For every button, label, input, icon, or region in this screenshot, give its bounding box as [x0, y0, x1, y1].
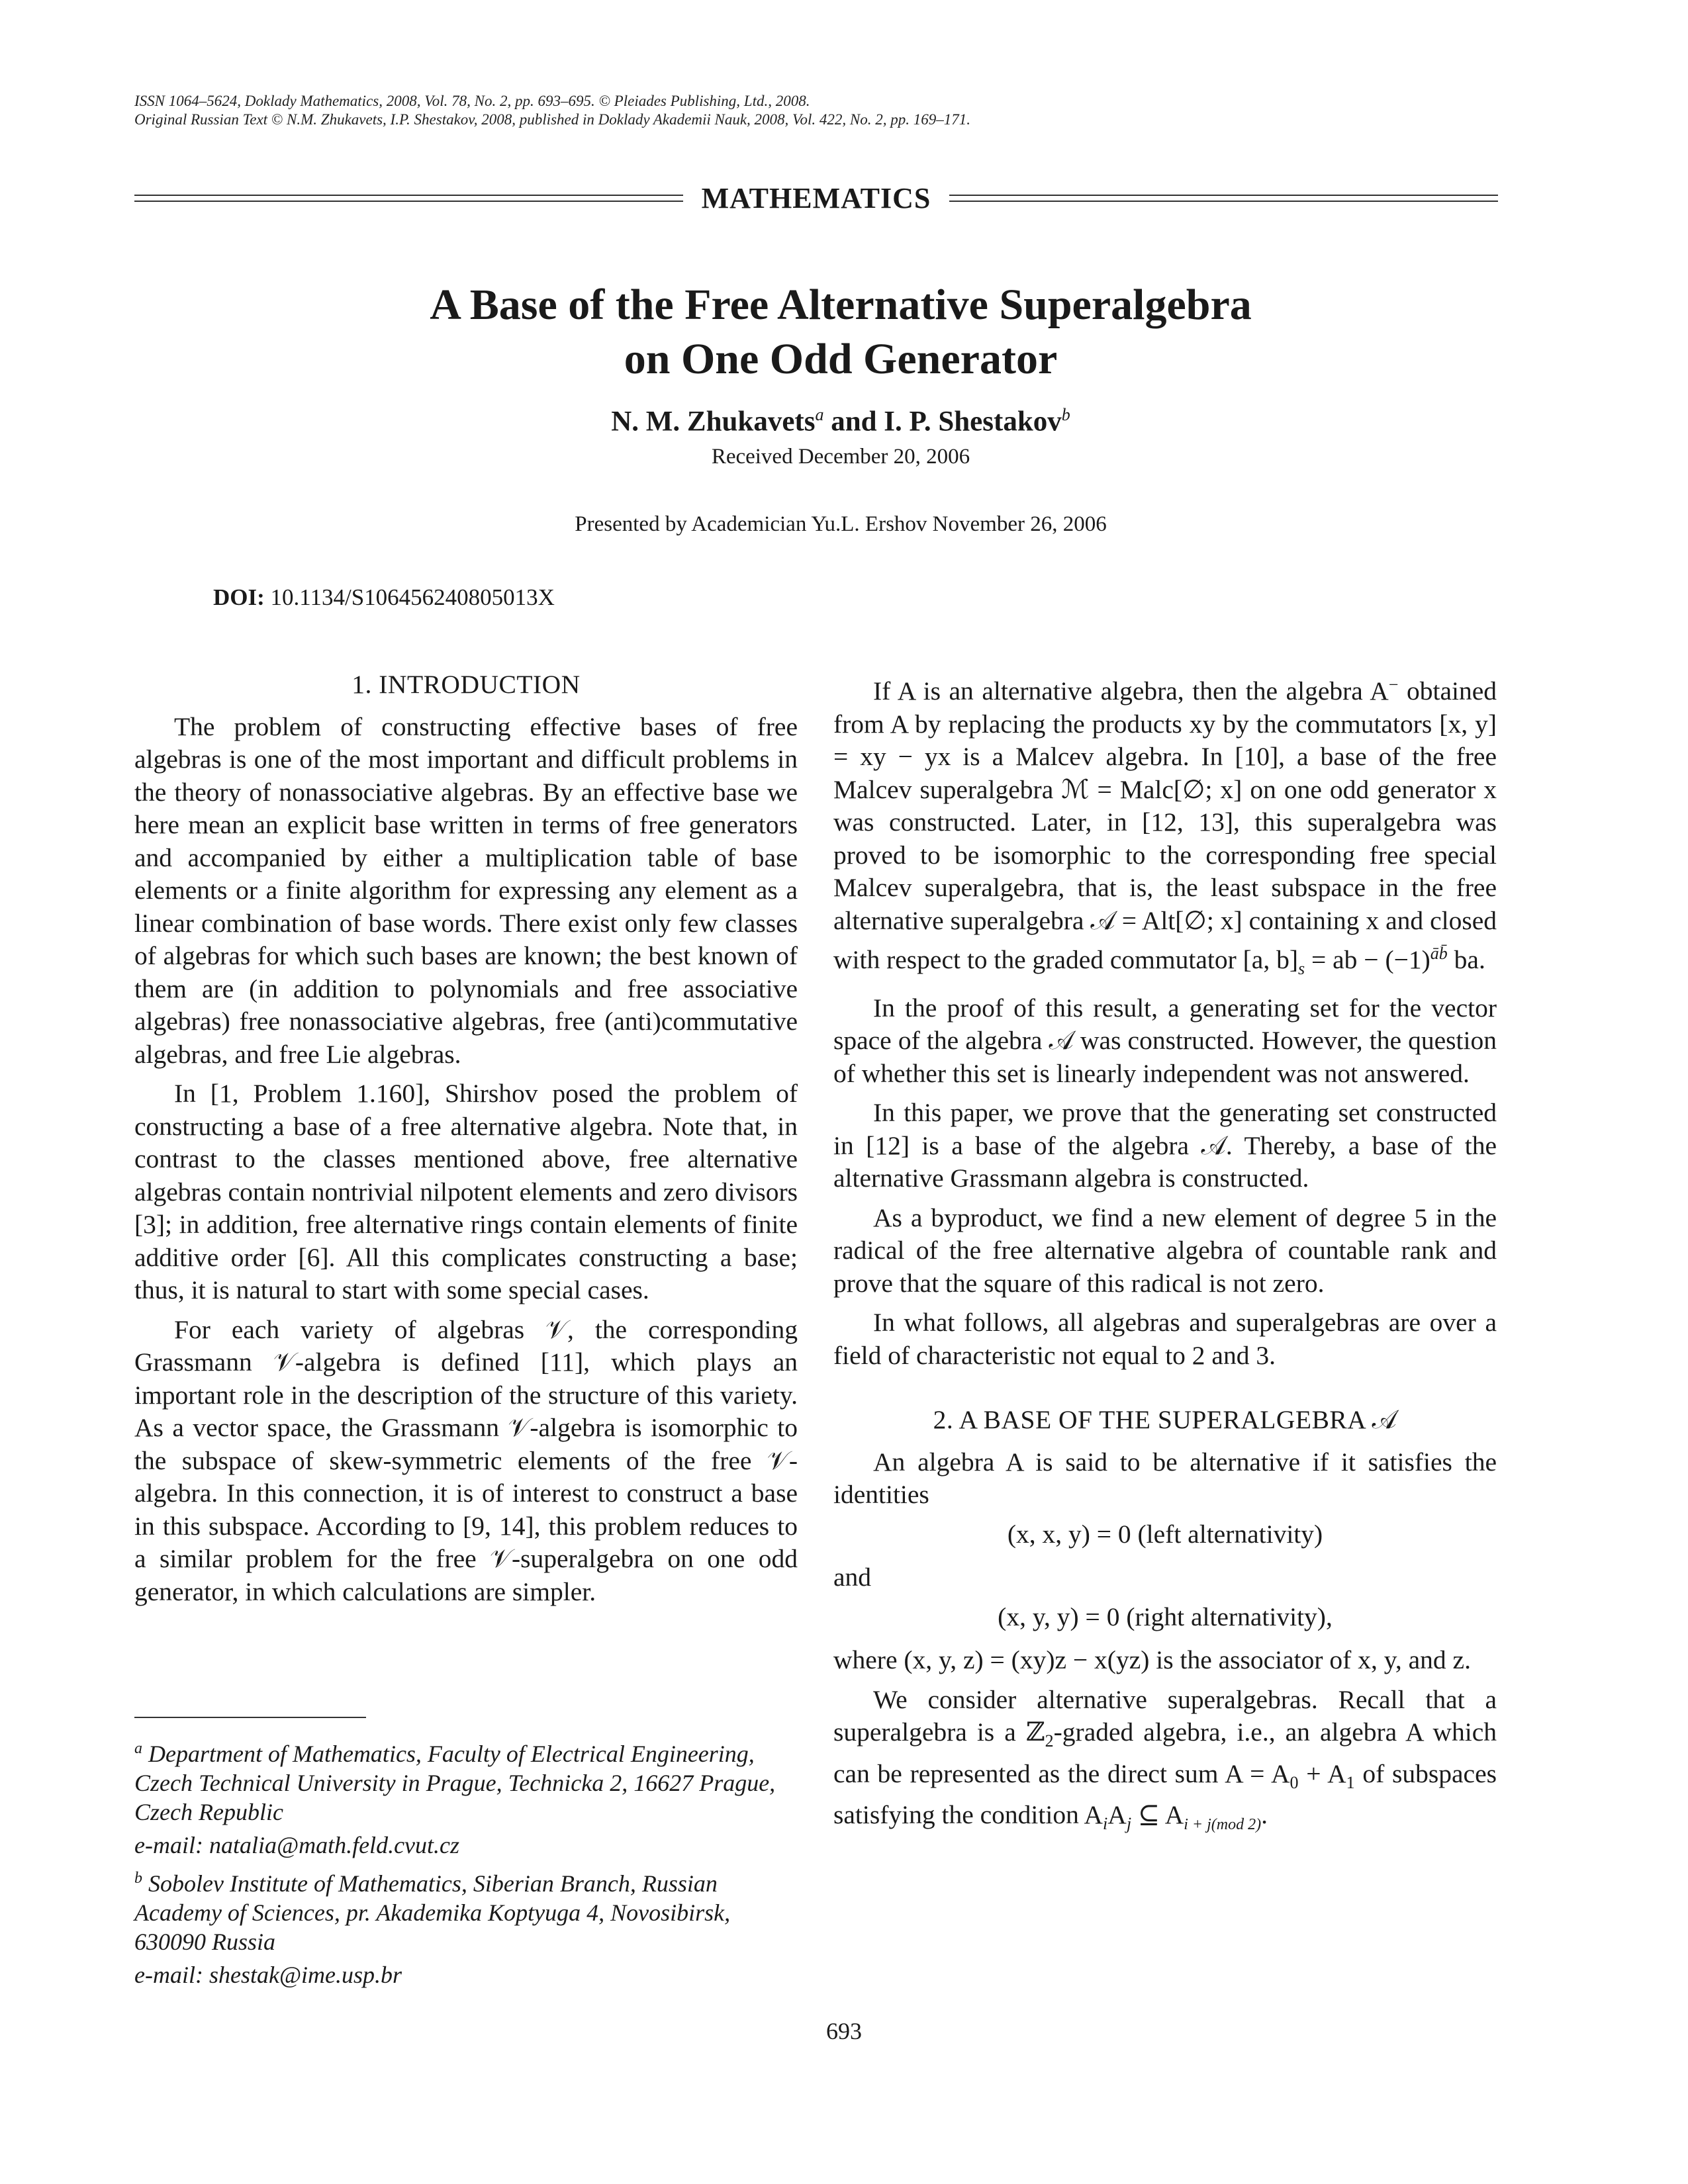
and-connector: and: [833, 1563, 872, 1592]
double-rule-left: [134, 195, 683, 202]
author-2-affiliation-mark: b: [1061, 405, 1070, 424]
intro-paragraph-2: In [1, Problem 1.160], Shirshov posed the problem of constructing a base of a free alternative algebra. Note that, in contrast to the classes mentioned above, free alternative algebras contain nontrivial nilpotent elements and zero divisors [3]; in addition, free alternative rings contain elements of finite additive order [6]. All this complicates constructing a base; thus, it is natural to start with some special cases.: [134, 1079, 798, 1304]
subscript: 2: [1045, 1731, 1054, 1751]
malcev-paragraph: [833, 668, 1497, 985]
authors-line: [199, 405, 1483, 437]
page-number: 693: [826, 2018, 862, 2044]
superalgebra-paragraph: [833, 1684, 1497, 1842]
section-2-heading: 2. A BASE OF THE SUPERALGEBRA 𝒜: [933, 1405, 1397, 1435]
received-date: Received December 20, 2006: [711, 445, 970, 469]
subscript: 1: [1346, 1772, 1355, 1792]
double-rule-right: [949, 195, 1498, 202]
subscript: s: [1297, 959, 1305, 979]
author-1: N. M. Zhukavets: [611, 406, 816, 437]
footnotes: [134, 1734, 798, 1993]
subscript: i: [1103, 1813, 1108, 1833]
text-run: A: [1107, 1799, 1127, 1829]
footnote-b-mark: b: [134, 1870, 142, 1887]
doi-line: [213, 584, 555, 611]
generating-set-paragraph: In the proof of this result, a generating set for the vector space of the algebra 𝒜 was constructed. However, the question of whether this set is linearly independent was not answered.: [833, 993, 1497, 1088]
text-run: + A: [1298, 1758, 1346, 1788]
subscript: 0: [1289, 1772, 1299, 1792]
doi-label: DOI:: [213, 584, 265, 610]
right-alternativity-equation: (x, y, y) = 0 (right alternativity),: [998, 1602, 1333, 1631]
author-2: I. P. Shestakov: [884, 406, 1062, 437]
paper-title: [199, 278, 1483, 387]
journal-citation-line: ISSN 1064–5624, Doklady Mathematics, 2008, Vol. 78, No. 2, pp. 693–695. © Pleiades Publishing, Ltd., 2008.: [134, 93, 810, 109]
author-1-affiliation-mark: a: [815, 405, 824, 424]
footnote-a-mark: a: [134, 1740, 142, 1757]
doi-value: 10.1134/S106456240805013X: [270, 584, 555, 610]
alternative-definition: An algebra A is said to be alternative if it satisfies the identities: [833, 1447, 1497, 1510]
subscript: j: [1126, 1813, 1132, 1833]
footnote-b: [134, 1864, 798, 1956]
footnote-b-text: Sobolev Institute of Mathematics, Siberian Branch, Russian Academy of Sciences, pr. Akademika Koptyuga 4, Novosibirsk, 630090 Russia: [134, 1870, 731, 1955]
text-run: of subspaces satisfying the condition A: [833, 1758, 1497, 1829]
superscript: āb̄: [1430, 944, 1448, 964]
footnote-b-email: e-mail: shestak@ime.usp.br: [134, 1962, 402, 1988]
footnote-a-email: e-mail: natalia@math.feld.cvut.cz: [134, 1832, 460, 1858]
left-alternativity-equation: (x, x, y) = 0 (left alternativity): [1007, 1519, 1323, 1549]
text-run: = ab − (−1): [1305, 945, 1430, 975]
footnote-a-text: Department of Mathematics, Faculty of Electrical Engineering, Czech Technical University in Prague, Technicka 2, 16627 Prague, Czech Republic: [134, 1741, 776, 1825]
text-run: ⊆ A: [1131, 1799, 1184, 1829]
footnote-a: [134, 1734, 798, 1827]
section-header: [134, 179, 1498, 216]
section-label: MATHEMATICS: [701, 181, 931, 214]
left-column: [134, 668, 798, 1615]
footnote-rule: [134, 1717, 366, 1718]
text-run: .: [1261, 1799, 1268, 1829]
characteristic-paragraph: In what follows, all algebras and superalgebras are over a field of characteristic not equal to 2 and 3.: [833, 1308, 1497, 1370]
superscript: −: [1388, 675, 1399, 694]
associator-definition: where (x, y, z) = (xy)z − x(yz) is the associator of x, y, and z.: [833, 1645, 1471, 1675]
text-run: We consider alternative superalgebras. Recall that a superalgebra is a ℤ: [833, 1684, 1497, 1747]
presented-by: Presented by Academician Yu.L. Ershov November 26, 2006: [575, 512, 1107, 536]
main-result-paragraph: In this paper, we prove that the generating set constructed in [12] is a base of the algebra 𝒜. Thereby, a base of the alternative Grassmann algebra is constructed.: [833, 1098, 1497, 1193]
text-run: obtained from A by replacing the products xy by the commutators [x, y] = xy − yx is a Malcev algebra. In [10], a base of the free Malcev superalgebra ℳ = Malc[∅; x] on one odd generator x was constructed. Later, in [12, 13], this superalgebra was proved to be isomorphic to the corresponding free special Malcev superalgebra, that is, the least subspace in the free alternative superalgebra 𝒜 = Alt[∅; x] containing x and closed with respect to the graded commutator [a, b]: [833, 676, 1497, 975]
authors-conjunction: and: [823, 406, 884, 437]
intro-paragraph-3: For each variety of algebras 𝒱, the corresponding Grassmann 𝒱-algebra is defined [11], which plays an important role in the description of the structure of this variety. As a vector space, the Grassmann 𝒱-algebra is isomorphic to the subspace of skew-symmetric elements of the free 𝒱-algebra. In this connection, it is of interest to construct a base in this subspace. According to [9, 14], this problem reduces to a similar problem for the free 𝒱-superalgebra on one odd generator, in which calculations are simpler.: [134, 1314, 798, 1606]
introduction-heading: 1. INTRODUCTION: [352, 670, 581, 699]
intro-paragraph-1: The problem of constructing effective bases of free algebras is one of the most important and difficult problems in the theory of nonassociative algebras. By an effective base we here mean an explicit base written in terms of free generators and accompanied by either a multiplication table of base elements or a finite algorithm for expressing any element as a linear combination of base words. There exist only few classes of algebras for which such bases are known; the best known of them are (in addition to polynomials and free associative algebras) free nonassociative algebras, free (anti)commutative algebras, and free Lie algebras.: [134, 711, 798, 1069]
subscript: i + j(mod 2): [1184, 1815, 1262, 1833]
text-run: If A is an alternative algebra, then the algebra A: [873, 676, 1389, 706]
original-text-line: Original Russian Text © N.M. Zhukavets, I.P. Shestakov, 2008, published in Doklady Akademii Nauk, 2008, Vol. 422, No. 2, pp. 169–171.: [134, 111, 971, 128]
text-run: ba.: [1447, 945, 1485, 975]
byproduct-paragraph: As a byproduct, we find a new element of degree 5 in the radical of the free alternative algebra of countable rank and prove that the square of this radical is not zero.: [833, 1203, 1497, 1298]
title-line-1: A Base of the Free Alternative Superalgebra: [430, 281, 1252, 329]
title-line-2: on One Odd Generator: [624, 335, 1058, 383]
text-run: -graded algebra, i.e., an algebra A which can be represented as the direct sum A = A: [833, 1717, 1497, 1788]
right-column: [833, 668, 1497, 1848]
